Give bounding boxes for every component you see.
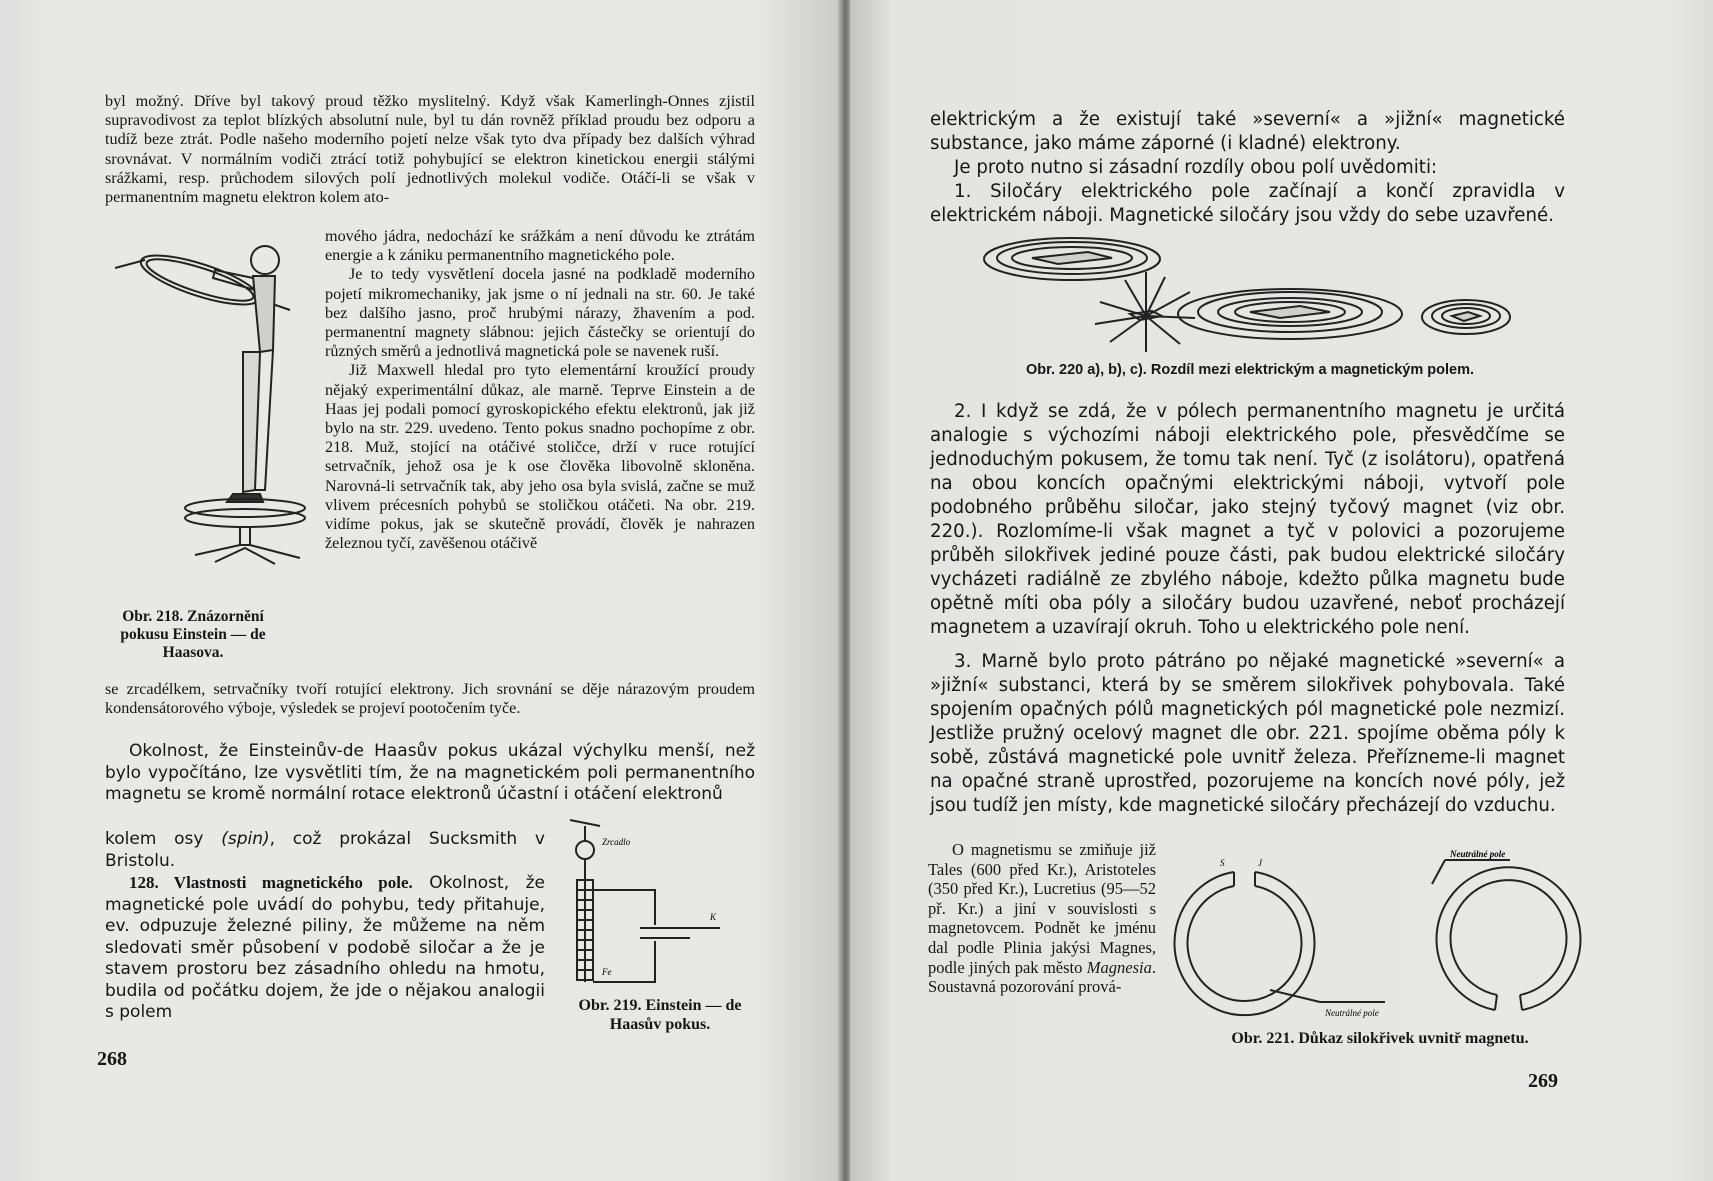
right-paragraph-2: 2. I když se zdá, že v pólech permanentního magnetu je určitá analogie s výchozími náboji elektrického pole, přesvědčíme se jednoduchým pokusem, že tomu tak není. Tyč (z isolátoru), opatřená na obou koncích opačnými elektrickými náboji, vytvoří pole podobného průběhu siločar, jako stejný tyčový magnet (viz obr. 220.). Rozlomíme-li však magnet a tyč v polovici a pozorujeme průběh silokřivek jediné pouze části, pak budou elektrické siločáry vycházeti radiálně ze zbylého náboje, kdežto půlka magnetu bude opětně míti oba póly a siločáry budou uzavřené, neboť procházejí magnetem a uzavírají okruh. Toho u elektrického pole není. 3. Marně bylo proto pátráno po nějaké magnetické »severní« a »jižní« substanci, která by se směrem silokřivek pohybovala. Také spojením opačných pólů magnetických pól magnetické pole nezmizí. Jestliže pružný ocelový magnet dle obr. 221. spojíme oběma póly k sobě, zůstává magnetické pole uvnitř železa. Přeřízneme-li magnet na opačné straně uprostřed, pozorujeme na koncích nové póly, jež jsou tudíž jen místy, kde magnetické siločáry přecházejí do vzduchu. — [930, 401, 1565, 816]
figure-219-caption: Obr. 219. Einstein — de Haasův pokus. — [578, 997, 742, 1033]
fig221-j-label: J — [1258, 858, 1262, 868]
left-paragraph-2: se zrcadélkem, setrvačníky tvoří rotující elektrony. Jich srovnání se děje nárazovým proudem kondensátorového výboje, výsledek se projeví pootočením tyče. — [105, 680, 755, 718]
left-paragraph-3: Okolnost, že Einsteinův-de Haasův pokus ukázal výchylku menší, než bylo vypočítáno, lze vysvětliti tím, že na magnetickém poli permanentního magnetu se kromě normální rotace elektronů účastní i otáčení elektronů — [105, 741, 755, 804]
left-page — [0, 0, 842, 1181]
right-paragraph-1: elektrickým a že existují také »severní« a »jižní« magnetické substance, jako máme záporné (i kladné) elektrony. Je proto nutno si zásadní rozdíly obou polí uvědomiti: 1. Siločáry elektrického pole začínají a končí zpravidla v elektrickém náboji. Magnetické siločáry jsou vždy do sebe uzavřené. — [930, 109, 1565, 226]
right-paragraph-3: O magnetismu se zmiňuje již Tales (600 před Kr.), Aristoteles (350 před Kr.), Lucretius (95—52 př. Kr.) a jiní v souvislosti s magnetovcem. Podnět ke jménu dal podle Plinia jakýsi Magnes, podle jiných pak město Magnesia. Soustavná pozorování prová- — [928, 840, 1156, 997]
left-paragraph-right-col: mového jádra, nedochází ke srážkám a není důvodu ke ztrátám energie a k zániku permanentního magnetického pole. Je to tedy vysvětlení docela jasné na podkladě moderního pojetí mikromechaniky, jak jsme o ní jednali na str. 60. Je také bez dalšího jasno, proč hrubými nárazy, žhavením a pod. permanentní magnety slábnou: jejich částečky se orientují do různých směrů a jednotlivá magnetická pole se navenek ruší. Již Maxwell hledal pro tyto elementární kroužící proudy nějaký experimentální důkaz, ale marně. Teprve Einstein a de Haas jej podali pomocí gyroskopického efektu elektronů, jak již bylo na str. 229. uvedeno. Tento pokus snadno pochopíme z obr. 218. Muž, stojící na otáčivé stoličce, drží v ruce rotující setrvačník, jehož osa je k ose člověka libovolně skloněna. Narovná-li setrvačník tak, aby jeho osa byla svislá, začne se muž vlivem précesních pohybů se stoličkou otáčeti. Na obr. 219. vidíme pokus, jak se skutečně provádí, člověk je nahrazen železnou tyčí, zavěšenou otáčivě — [325, 227, 755, 553]
fig221-s-label: S — [1220, 858, 1225, 868]
fig221-neutral-top-label: Neutrálné pole — [1450, 849, 1506, 859]
right-page — [850, 0, 1713, 1181]
figure-220-diagram — [980, 232, 1540, 352]
figure-218-illustration — [115, 240, 305, 620]
figure-221-diagram — [1170, 850, 1570, 1020]
figure-221-caption: Obr. 221. Důkaz silokřivek uvnitř magnetu. — [1231, 1030, 1529, 1047]
left-paragraph-1: byl možný. Dříve byl takový proud těžko myslitelný. Když však Kamerlingh-Onnes zjistil supravodivost za teplot blízkých absolutní nule, byl tu dán rovněž příklad proudu bez odporu a tudíž beze ztrát. Podle našeho moderního pojetí nelze však tyto dva případy bez dalších výhrad srovnávat. V normálním vodiči ztrácí totiž pohybující se elektron kinetickou energii stálými srážkami, resp. průchodem silových polí jednotlivých molekul vodiče. Otáčí-li se však v permanentním magnetu elektron kolem ato- — [105, 92, 755, 207]
fig219-fe-label: Fe — [602, 967, 612, 977]
fig219-mirror-label: Zrcadlo — [602, 837, 631, 847]
fig221-neutral-bottom-label: Neutrálné pole — [1325, 1008, 1379, 1018]
section-128-heading: 128. Vlastnosti magnetického pole. — [129, 873, 413, 892]
left-page-number: 268 — [97, 1048, 127, 1070]
figure-218-caption: Obr. 218. Znázornění pokusu Einstein — de Haasova. — [120, 608, 266, 661]
left-paragraph-4: kolem osy (spin), což prokázal Sucksmith v Bristolu. 128. Vlastnosti magnetického pole. Okolnost, že magnetické pole uvádí do pohybu, tedy přitahuje, ev. odpuzuje železné piliny, že můžeme na něm sledovati směr působení v podobě siločar a že je stavem prostoru bez zásadního ohledu na hmotu, budila od počátku dojem, že jde o nějakou analogii s polem — [105, 829, 545, 1022]
figure-220-caption: Obr. 220 a), b), c). Rozdíl mezi elektrickým a magnetickým polem. — [1025, 362, 1475, 378]
right-page-number: 269 — [1528, 1070, 1558, 1092]
figure-219-diagram — [560, 820, 760, 1000]
fig219-k-label: K — [710, 912, 717, 922]
